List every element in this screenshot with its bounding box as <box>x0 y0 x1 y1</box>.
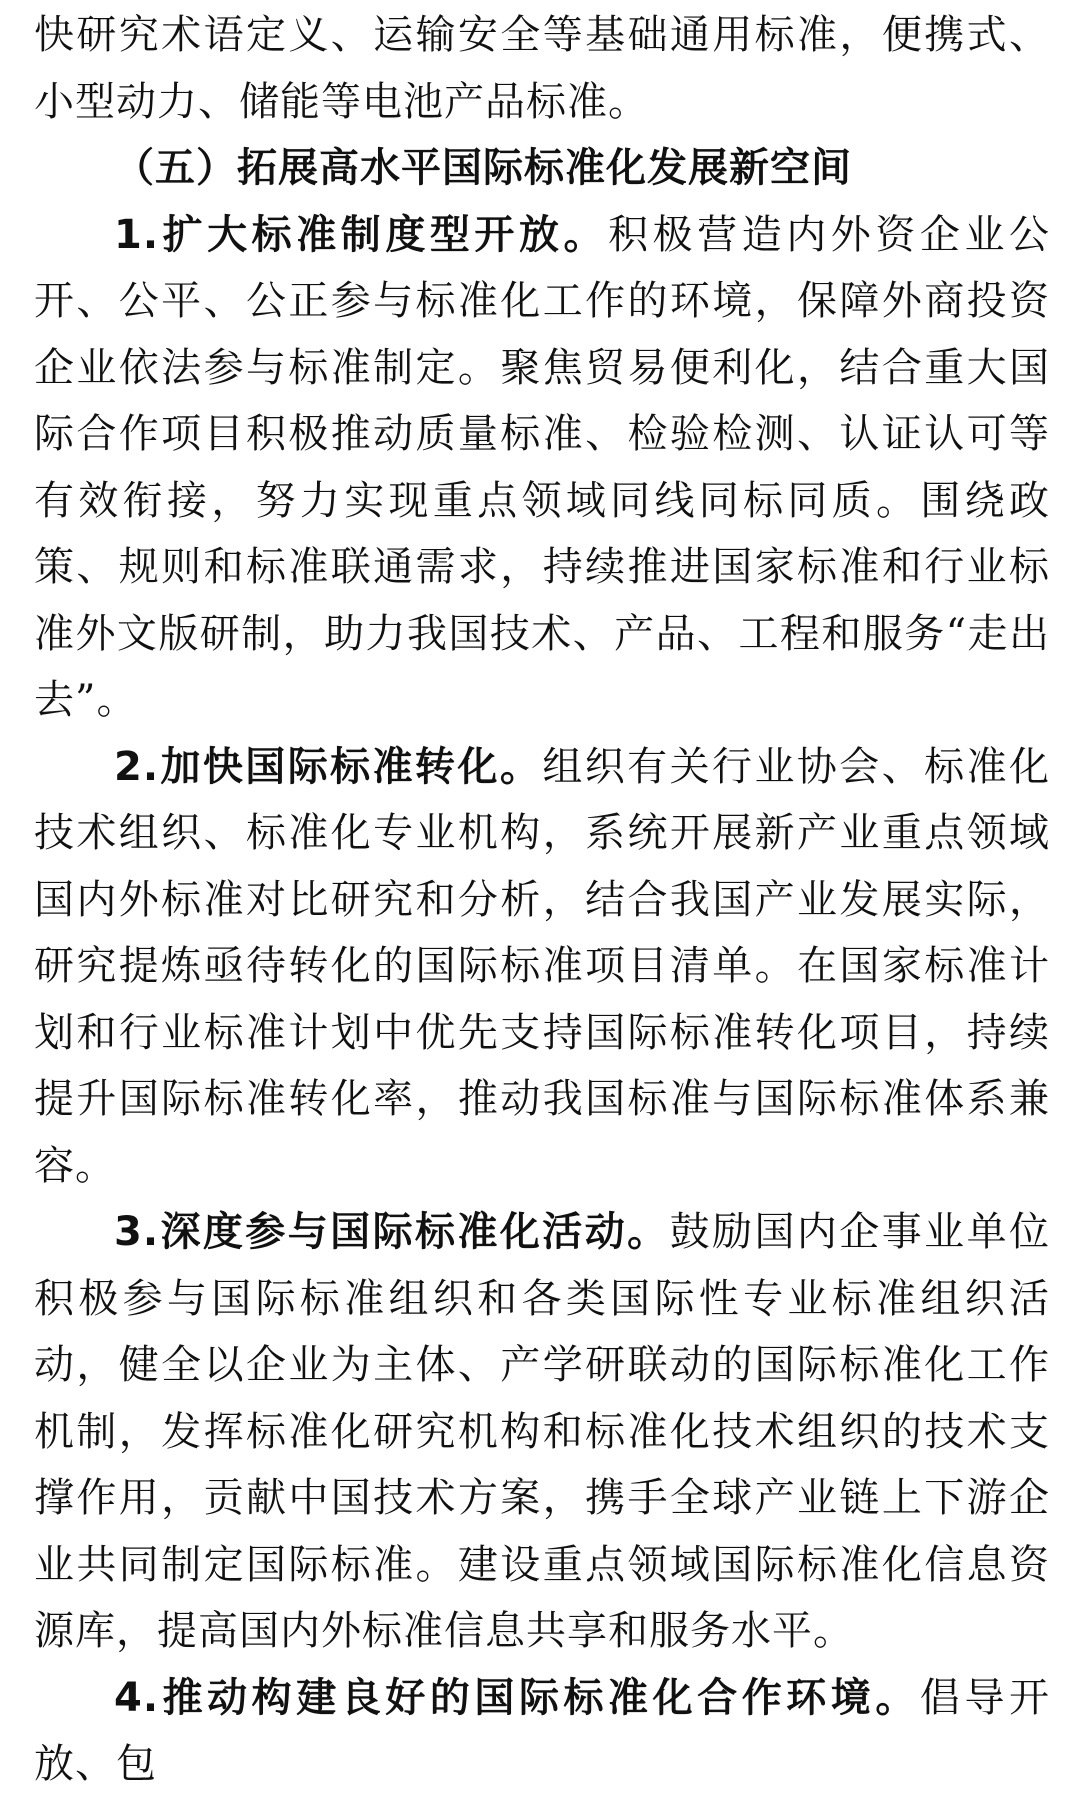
item-text-1: 积极营造内外资企业公开、公平、公正参与标准化工作的环境，保障外商投资企业依法参与标准制定。聚焦贸易便利化，结合重大国际合作项目积极推动质量标准、检验检测、认证认可等有效衔接，努力实现重点领域同线同标同质。围绕政策、规则和标准联通需求，持续推进国家标准和行业标准外文版研制，助力我国技术、产品、工程和服务“走出去”。 <box>34 211 1050 723</box>
item-title-1: 1.扩大标准制度型开放。 <box>114 211 609 258</box>
item-paragraph-4 <box>34 1665 1050 1798</box>
item-paragraph-1 <box>34 202 1050 734</box>
item-paragraph-3 <box>34 1199 1050 1665</box>
item-title-2: 2.加快国际标准转化。 <box>114 743 543 790</box>
item-paragraph-2 <box>34 734 1050 1200</box>
item-text-4: 倡导开放、包 <box>34 1674 1051 1787</box>
item-text-2: 组织有关行业协会、标准化技术组织、标准化专业机构，系统开展新产业重点领域国内外标准对比研究和分析，结合我国产业发展实际，研究提炼亟待转化的国际标准项目清单。在国家标准计划和行业标准计划中优先支持国际标准转化项目，持续提升国际标准转化率，推动我国标准与国际标准体系兼容。 <box>34 743 1051 1189</box>
item-text-3: 鼓励国内企事业单位积极参与国际标准组织和各类国际性专业标准组织活动，健全以企业为主体、产学研联动的国际标准化工作机制，发挥标准化研究机构和标准化技术组织的技术支撑作用，贡献中国技术方案，携手全球产业链上下游企业共同制定国际标准。建设重点领域国际标准化信息资源库，提高国内外标准信息共享和服务水平。 <box>34 1209 1051 1654</box>
item-title-3: 3.深度参与国际标准化活动。 <box>114 1209 670 1255</box>
intro-paragraph: 快研究术语定义、运输安全等基础通用标准，便携式、小型动力、储能等电池产品标准。 <box>34 12 1050 125</box>
item-title-4: 4.推动构建良好的国际标准化合作环境。 <box>114 1674 920 1721</box>
document-page <box>0 2 1080 1787</box>
section-heading: （五）拓展高水平国际标准化发展新空间 <box>114 145 852 191</box>
